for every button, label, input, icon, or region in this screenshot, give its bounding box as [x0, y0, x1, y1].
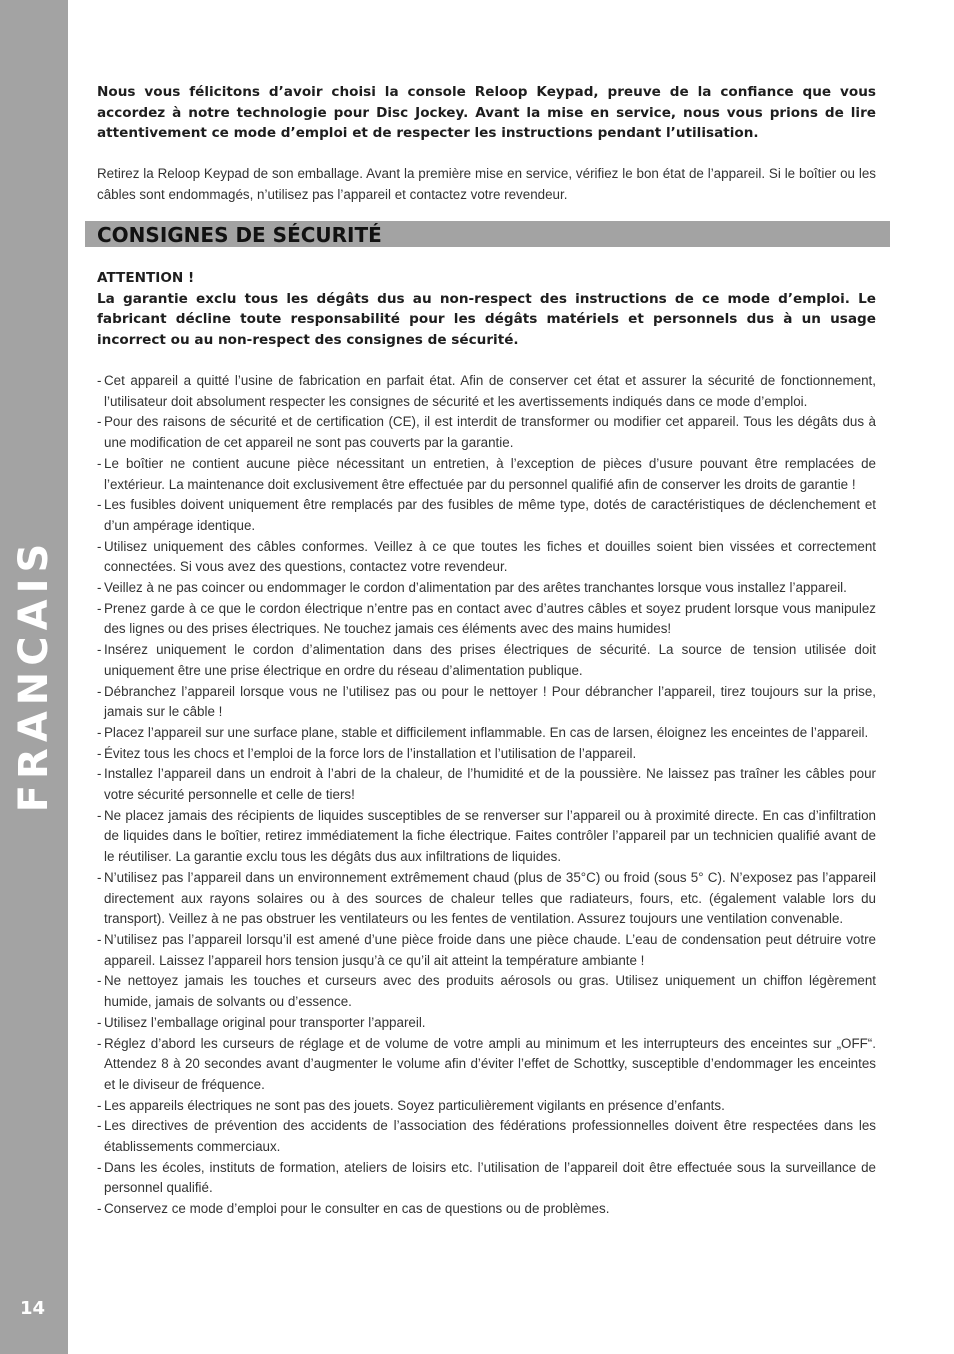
list-item: - Utilisez uniquement des câbles conformes. Veillez à ce que toutes les fiches et douilles soient bien vissées et correctement connectées. Si vous avez des questions, contactez votre revendeur. — [97, 537, 876, 578]
list-item: - Prenez garde à ce que le cordon électrique n’entre pas en contact avec d’autres câbles et soyez prudent lorsque vous manipulez des lignes ou des prises électriques. Ne touchez jamais ces éléments avec des mains humides! — [97, 599, 876, 640]
section-title: CONSIGNES DE SÉCURITÉ — [97, 223, 382, 247]
list-item: - N’utilisez pas l’appareil dans un environnement extrêmement chaud (plus de 35°C) ou froid (sous 5° C). N’exposez pas l’appareil directement aux rayons solaires ou à des sources de chaleur telles que radiateurs, fours, etc. (également valable lors du transport). Veillez à ne pas obstruer les ventilateurs ou les fentes de ventilation. Assurez toujours une ventilation convenable. — [97, 868, 876, 930]
list-item: - Insérez uniquement le cordon d’alimentation dans des prises électriques de sécurité. La source de tension utilisée doit uniquement être une prise électrique en ordre du réseau d’alimentation publique. — [97, 640, 876, 681]
warning-text: La garantie exclu tous les dégâts dus au non-respect des instructions de ce mode d’emploi. Le fabricant décline toute responsabilité pour les dégâts matériels et personnels dus à un usage incorrect ou au non-respect des consignes de sécurité. — [97, 290, 876, 349]
list-item: - Débranchez l’appareil lorsque vous ne l’utilisez pas ou pour le nettoyer ! Pour débrancher l’appareil, tirez toujours sur la prise, jamais sur le câble ! — [97, 682, 876, 723]
list-item: - Utilisez l’emballage original pour transporter l’appareil. — [97, 1013, 876, 1034]
language-label: FRANCAIS — [11, 537, 57, 813]
warning-heading: ATTENTION ! — [97, 270, 195, 286]
language-sidebar — [0, 0, 68, 1354]
list-item: - N’utilisez pas l’appareil lorsqu’il est amené d’une pièce froide dans une pièce chaude. L’eau de condensation peut détruire votre appareil. Laissez l’appareil hors tension jusqu’à ce qu’il ait atteint la température ambiante ! — [97, 930, 876, 971]
list-item: - Le boîtier ne contient aucune pièce nécessitant un entretien, à l’exception de pièces d’usure pouvant être remplacées de l’extérieur. La maintenance doit exclusivement être effectuée par du personnel qualifié afin de conserver les droits de garantie ! — [97, 454, 876, 495]
list-item: - Cet appareil a quitté l’usine de fabrication en parfait état. Afin de conserver cet état et assurer la sécurité de fonctionnement, l’utilisateur doit absolument respecter les consignes de sécurité et les avertissements indiqués dans ce mode d’emploi. — [97, 371, 876, 412]
list-item: - Ne nettoyez jamais les touches et curseurs avec des produits aérosols ou gras. Utilisez uniquement un chiffon légèrement humide, jamais de solvants ou d’essence. — [97, 971, 876, 1012]
list-item: - Placez l’appareil sur une surface plane, stable et difficilement inflammable. En cas de larsen, éloignez les enceintes de l’appareil. — [97, 723, 876, 744]
list-item: - Pour des raisons de sécurité et de certification (CE), il est interdit de transformer ou modifier cet appareil. Tous les dégâts dus à une modification de cet appareil ne sont pas couverts par la garantie. — [97, 412, 876, 453]
list-item: - Veillez à ne pas coincer ou endommager le cordon d’alimentation par des arêtes tranchantes lorsque vous installez l’appareil. — [97, 578, 876, 599]
list-item: - Les fusibles doivent uniquement être remplacés par des fusibles de même type, dotés de caractéristiques de déclenchement et d’un ampérage identique. — [97, 495, 876, 536]
list-item: - Les appareils électriques ne sont pas des jouets. Soyez particulièrement vigilants en présence d’enfants. — [97, 1096, 876, 1117]
list-item: - Ne placez jamais des récipients de liquides susceptibles de se renverser sur l’appareil ou à proximité directe. En cas d’infiltration de liquides dans le boîtier, retirez immédiatement la fiche électrique. Faites contrôler l’appareil par un technicien qualifié avant de le réutiliser. La garantie exclu tous les dégâts dus aux infiltrations de liquides. — [97, 806, 876, 868]
warning-block — [97, 268, 876, 351]
intro-paragraph: Nous vous félicitons d’avoir choisi la console Reloop Keypad, preuve de la confiance que vous accordez à notre technologie pour Disc Jockey. Avant la mise en service, nous vous prions de lire attentivement ce mode d’emploi et de respecter les instructions pendant l’utilisation. — [97, 84, 876, 142]
page-number: 14 — [20, 1298, 46, 1319]
section-header-bar — [85, 221, 890, 247]
list-item: - Installez l’appareil dans un endroit à l’abri de la chaleur, de l’humidité et de la poussière. Ne laissez pas traîner les câbles pour votre sécurité personnelle et celle de tiers! — [97, 764, 876, 805]
list-item: - Dans les écoles, instituts de formation, ateliers de loisirs etc. l’utilisation de l’appareil doit être effectuée sous la surveillance de personnel qualifié. — [97, 1158, 876, 1199]
list-item: - Conservez ce mode d’emploi pour le consulter en cas de questions ou de problèmes. — [97, 1199, 876, 1220]
list-item: - Les directives de prévention des accidents de l’association des fédérations professionnelles doivent être respectées dans les établissements commerciaux. — [97, 1116, 876, 1157]
safety-rules-list — [97, 371, 876, 1220]
intro-block — [97, 82, 876, 206]
list-item: - Réglez d’abord les curseurs de réglage et de volume de votre ampli au minimum et les interrupteurs des enceintes sur „OFF“. Attendez 8 à 20 secondes avant d’augmenter le volume afin d’éviter l’effet de Schottky, susceptible d’endommager les enceintes et le diviseur de fréquence. — [97, 1034, 876, 1096]
list-item: - Évitez tous les chocs et l’emploi de la force lors de l’installation et l’utilisation de l’appareil. — [97, 744, 876, 765]
unpack-paragraph: Retirez la Reloop Keypad de son emballage. Avant la première mise en service, vérifiez le bon état de l’appareil. Si le boîtier ou les câbles sont endommagés, n’utilisez pas l’appareil et contactez votre revendeur. — [97, 166, 876, 202]
